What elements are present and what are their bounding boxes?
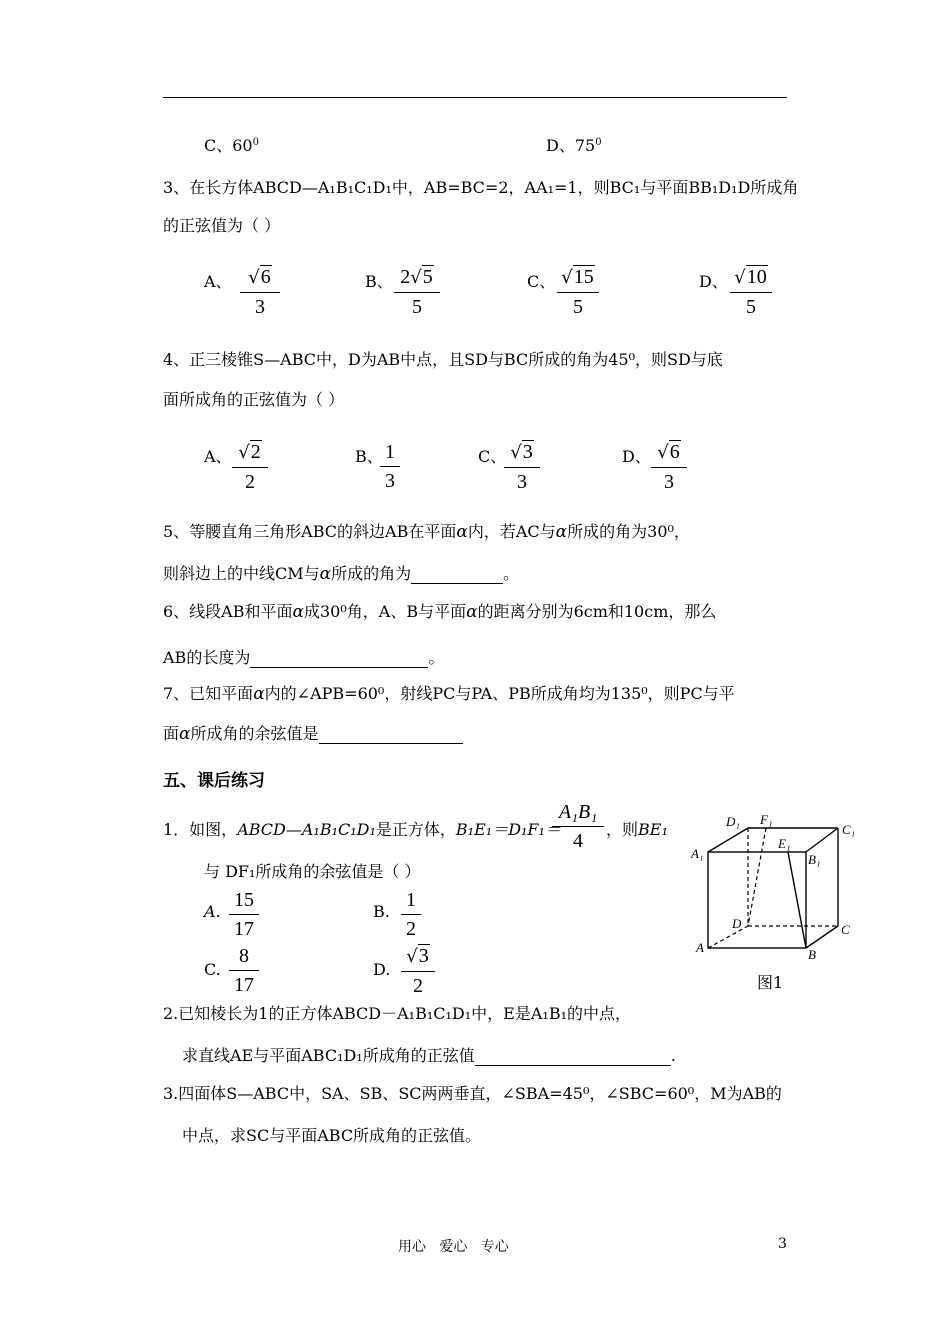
- q5-line2: 则斜边上的中线CM与α所成的角为 。: [163, 564, 520, 584]
- ex1-option-b-label: B.: [373, 902, 390, 921]
- q6-line1: 6、线段AB和平面α成30⁰角，A、B与平面α的距离分别为6cm和10cm，那么: [163, 602, 717, 622]
- label-d1: D₁: [726, 814, 740, 829]
- ex1-option-a-fraction: 15 17: [229, 888, 259, 941]
- label-e1: E₁: [778, 836, 791, 851]
- figure-caption: 图1: [757, 973, 784, 992]
- page-number: 3: [778, 1236, 787, 1252]
- q6-answer-blank[interactable]: [250, 649, 428, 668]
- ex1-fraction: A₁B₁ 4: [552, 800, 604, 853]
- q4-line2: 面所成角的正弦值为（ ）: [163, 390, 345, 409]
- label-b1: B₁: [808, 852, 821, 867]
- q3-option-d-fraction: √10 5: [730, 265, 772, 319]
- ex1-option-d-label: D.: [373, 960, 391, 979]
- ex1-option-c-label: C.: [204, 960, 221, 979]
- ex1-option-b-fraction: 1 2: [401, 888, 421, 941]
- q4-option-b-label: B、: [355, 447, 383, 466]
- q3-line1: 3、在长方体ABCD—A₁B₁C₁D₁中，AB=BC=2，AA₁=1，则BC₁与平面BB₁D₁D所成角: [163, 178, 799, 197]
- q4-option-b-fraction: 1 3: [380, 440, 400, 493]
- ex2-line1: 2.已知棱长为1的正方体ABCD－A₁B₁C₁D₁中，E是A₁B₁的中点，: [163, 1004, 631, 1023]
- q4-option-c-fraction: √3 3: [504, 440, 540, 494]
- label-d: D: [732, 916, 742, 931]
- q2-option-c: C、$60^0$: [204, 136, 259, 155]
- q3-option-b-fraction: 2√5 5: [394, 265, 440, 319]
- label-a1: A₁: [691, 846, 704, 861]
- q3-option-b-label: B、: [365, 272, 393, 291]
- q4-option-c-label: C、: [478, 447, 507, 466]
- q4-option-a-label: A、: [204, 447, 232, 466]
- ex1-line1-tail: ，则BE₁: [606, 820, 668, 839]
- label-c1: C₁: [842, 822, 856, 837]
- ex3-line1: 3.四面体S—ABC中，SA、SB、SC两两垂直，∠SBA=45⁰，∠SBC=60⁰，M为AB的: [163, 1084, 782, 1103]
- ex2-line2: 求直线AE与平面ABC₁D₁所成角的正弦值 .: [182, 1046, 676, 1065]
- ex2-answer-blank[interactable]: [475, 1047, 671, 1066]
- header-rule: [163, 97, 787, 98]
- q3-option-a-label: A、: [204, 272, 232, 291]
- ex1-line2: 与 DF₁所成角的余弦值是（ ）: [204, 862, 421, 881]
- q3-option-a-fraction: √6 3: [240, 265, 280, 319]
- q4-line1: 4、正三棱锥S—ABC中，D为AB中点，且SD与BC所成的角为45⁰，则SD与底: [163, 350, 723, 369]
- cube-figure: [688, 808, 864, 994]
- q3-option-c-label: C、: [527, 272, 556, 291]
- ex3-line2: 中点，求SC与平面ABC所成角的正弦值。: [182, 1126, 482, 1145]
- q3-option-d-label: D、: [699, 272, 728, 291]
- q4-option-d-label: D、: [622, 447, 651, 466]
- q7-line1: 7、已知平面α内的∠APB=60⁰，射线PC与PA、PB所成角均为135⁰，则PC与平: [163, 684, 735, 704]
- q6-line2: AB的长度为 。: [163, 648, 445, 667]
- ex1-line1: 1．如图，ABCD—A₁B₁C₁D₁是正方体，B₁E₁＝D₁F₁＝: [163, 820, 561, 839]
- ex1-option-c-fraction: 8 17: [229, 944, 259, 997]
- q3-line2: 的正弦值为（ ）: [163, 216, 281, 235]
- q5-answer-blank[interactable]: [411, 565, 503, 584]
- footer-slogan: 用心 爱心 专心: [398, 1239, 509, 1255]
- label-c: C: [841, 922, 850, 937]
- q2-option-d: D、$75^0$: [546, 136, 602, 155]
- section-title: 五、课后练习: [163, 771, 265, 791]
- label-b: B: [808, 947, 816, 962]
- q7-answer-blank[interactable]: [319, 725, 463, 744]
- ex1-option-d-fraction: √3 2: [401, 944, 435, 998]
- label-f1: F₁: [760, 812, 773, 827]
- ex1-option-a-label: A.: [204, 902, 221, 921]
- q5-line1: 5、等腰直角三角形ABC的斜边AB在平面α内，若AC与α所成的角为30⁰，: [163, 522, 690, 542]
- q4-option-a-fraction: √2 2: [232, 440, 268, 494]
- label-a: A: [696, 940, 704, 955]
- q3-option-c-fraction: √15 5: [557, 265, 599, 319]
- q7-line2: 面α所成角的余弦值是: [163, 724, 463, 744]
- q4-option-d-fraction: √6 3: [651, 440, 687, 494]
